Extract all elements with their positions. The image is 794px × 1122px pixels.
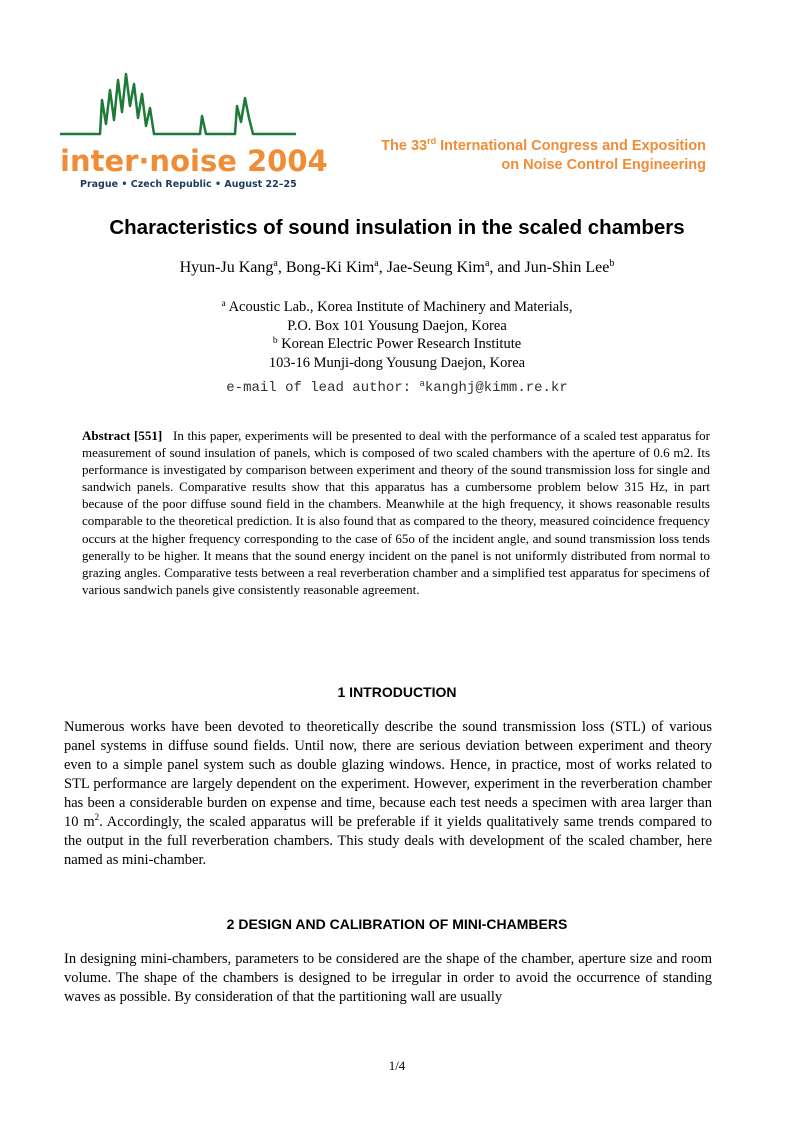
abstract (82, 427, 710, 598)
author: Hyun-Ju Kang$^a$, (179, 258, 286, 276)
prague-skyline-icon (60, 70, 328, 192)
affiliations (0, 298, 794, 372)
abstract-label: Abstract [551] (82, 428, 163, 443)
congress-info (381, 137, 706, 175)
affiliation-a-line-1: $^a$ Acoustic Lab., Korea Institute of Machinery and Materials, (221, 299, 573, 315)
logo-tagline: Prague • Czech Republic • August 22–25 (80, 179, 297, 190)
author: Bong-Ki Kim$^a$, (285, 258, 387, 276)
author-list (0, 259, 794, 277)
affiliation-b-line-2: 103-16 Munji-dong Yousung Daejon, Korea (268, 354, 526, 371)
conference-logo (60, 70, 328, 192)
affiliation-b-line-1: $^b$ Korean Electric Power Research Institute (272, 336, 522, 352)
email-address[interactable]: kanghj@kimm.re.kr (424, 380, 568, 396)
congress-line-1: The 33rd International Congress and Exposition (381, 136, 706, 154)
section-heading-introduction: 1 INTRODUCTION (337, 684, 457, 700)
paper-title: Characteristics of sound insulation in the scaled chambers (109, 216, 685, 239)
congress-line-2: on Noise Control Engineering (501, 157, 706, 173)
section-body-introduction: Numerous works have been devoted to theoretically describe the sound transmission loss (STL) of various panel systems in diffuse sound fields. Until now, there are serious deviation between experiment and theory even to a simple panel system such as double glazing windows. Hence, in practice, most of works related to STL performance are largely dependent on the experiment. However, experiment in the reverberation chamber has been a considerable burden on expense and time, because each test needs a specimen with area larger than 10 $m^2$. Accordingly, the scaled apparatus will be preferable if it yields qualitatively same trends compared to the output in the full reverberation chambers. This study deals with development of the scaled chamber, here named as mini-chamber. (64, 719, 712, 868)
page-number: 1/4 (388, 1058, 406, 1073)
logo-text: inter·noise 2004 (60, 144, 328, 178)
abstract-text: In this paper, experiments will be presented to deal with the performance of a scaled test apparatus for measurement of sound insulation of panels, which is composed of two scaled chambers with the aperture of 0.6 m2. Its performance is investigated by comparison between experiment and theory of the sound transmission loss for single and sandwich panels. Comparative results show that this apparatus has a cumbersome problem below 315 Hz, in part because of the poor diffuse sound field in the chambers. Meanwhile at the high frequency, it shows reasonable results comparable to the theoretical prediction. It is also found that as compared to the theory, measured coincidence frequency occurs at the higher frequency corresponding to the case of 65o of the incident angle, and sound transmission loss tends generally to be higher. It means that the sound energy incident on the panel is not uniformly distributed from normal to grazing angles. Comparative tests between a real reverberation chamber and a simplified test apparatus for specimens of various sandwich panels give consistently reasonable agreement. (82, 428, 710, 597)
affiliation-a-line-2: P.O. Box 101 Yousung Daejon, Korea (287, 317, 507, 334)
section-body-design: In designing mini-chambers, parameters to be considered are the shape of the chamber, aperture size and room volume. The shape of the chambers is designed to be irregular in order to avoid the occurrence of standing waves as possible. By consideration of that the partitioning wall are usually (64, 951, 712, 1005)
section-heading-design: 2 DESIGN AND CALIBRATION OF MINI-CHAMBERS (226, 916, 568, 932)
author: Jun-Shin Lee$^b$ (524, 258, 615, 276)
author: Jae-Seung Kim$^a$, and (386, 258, 525, 276)
lead-author-email: e-mail of lead author: $^a$kanghj@kimm.re.kr (226, 379, 568, 396)
